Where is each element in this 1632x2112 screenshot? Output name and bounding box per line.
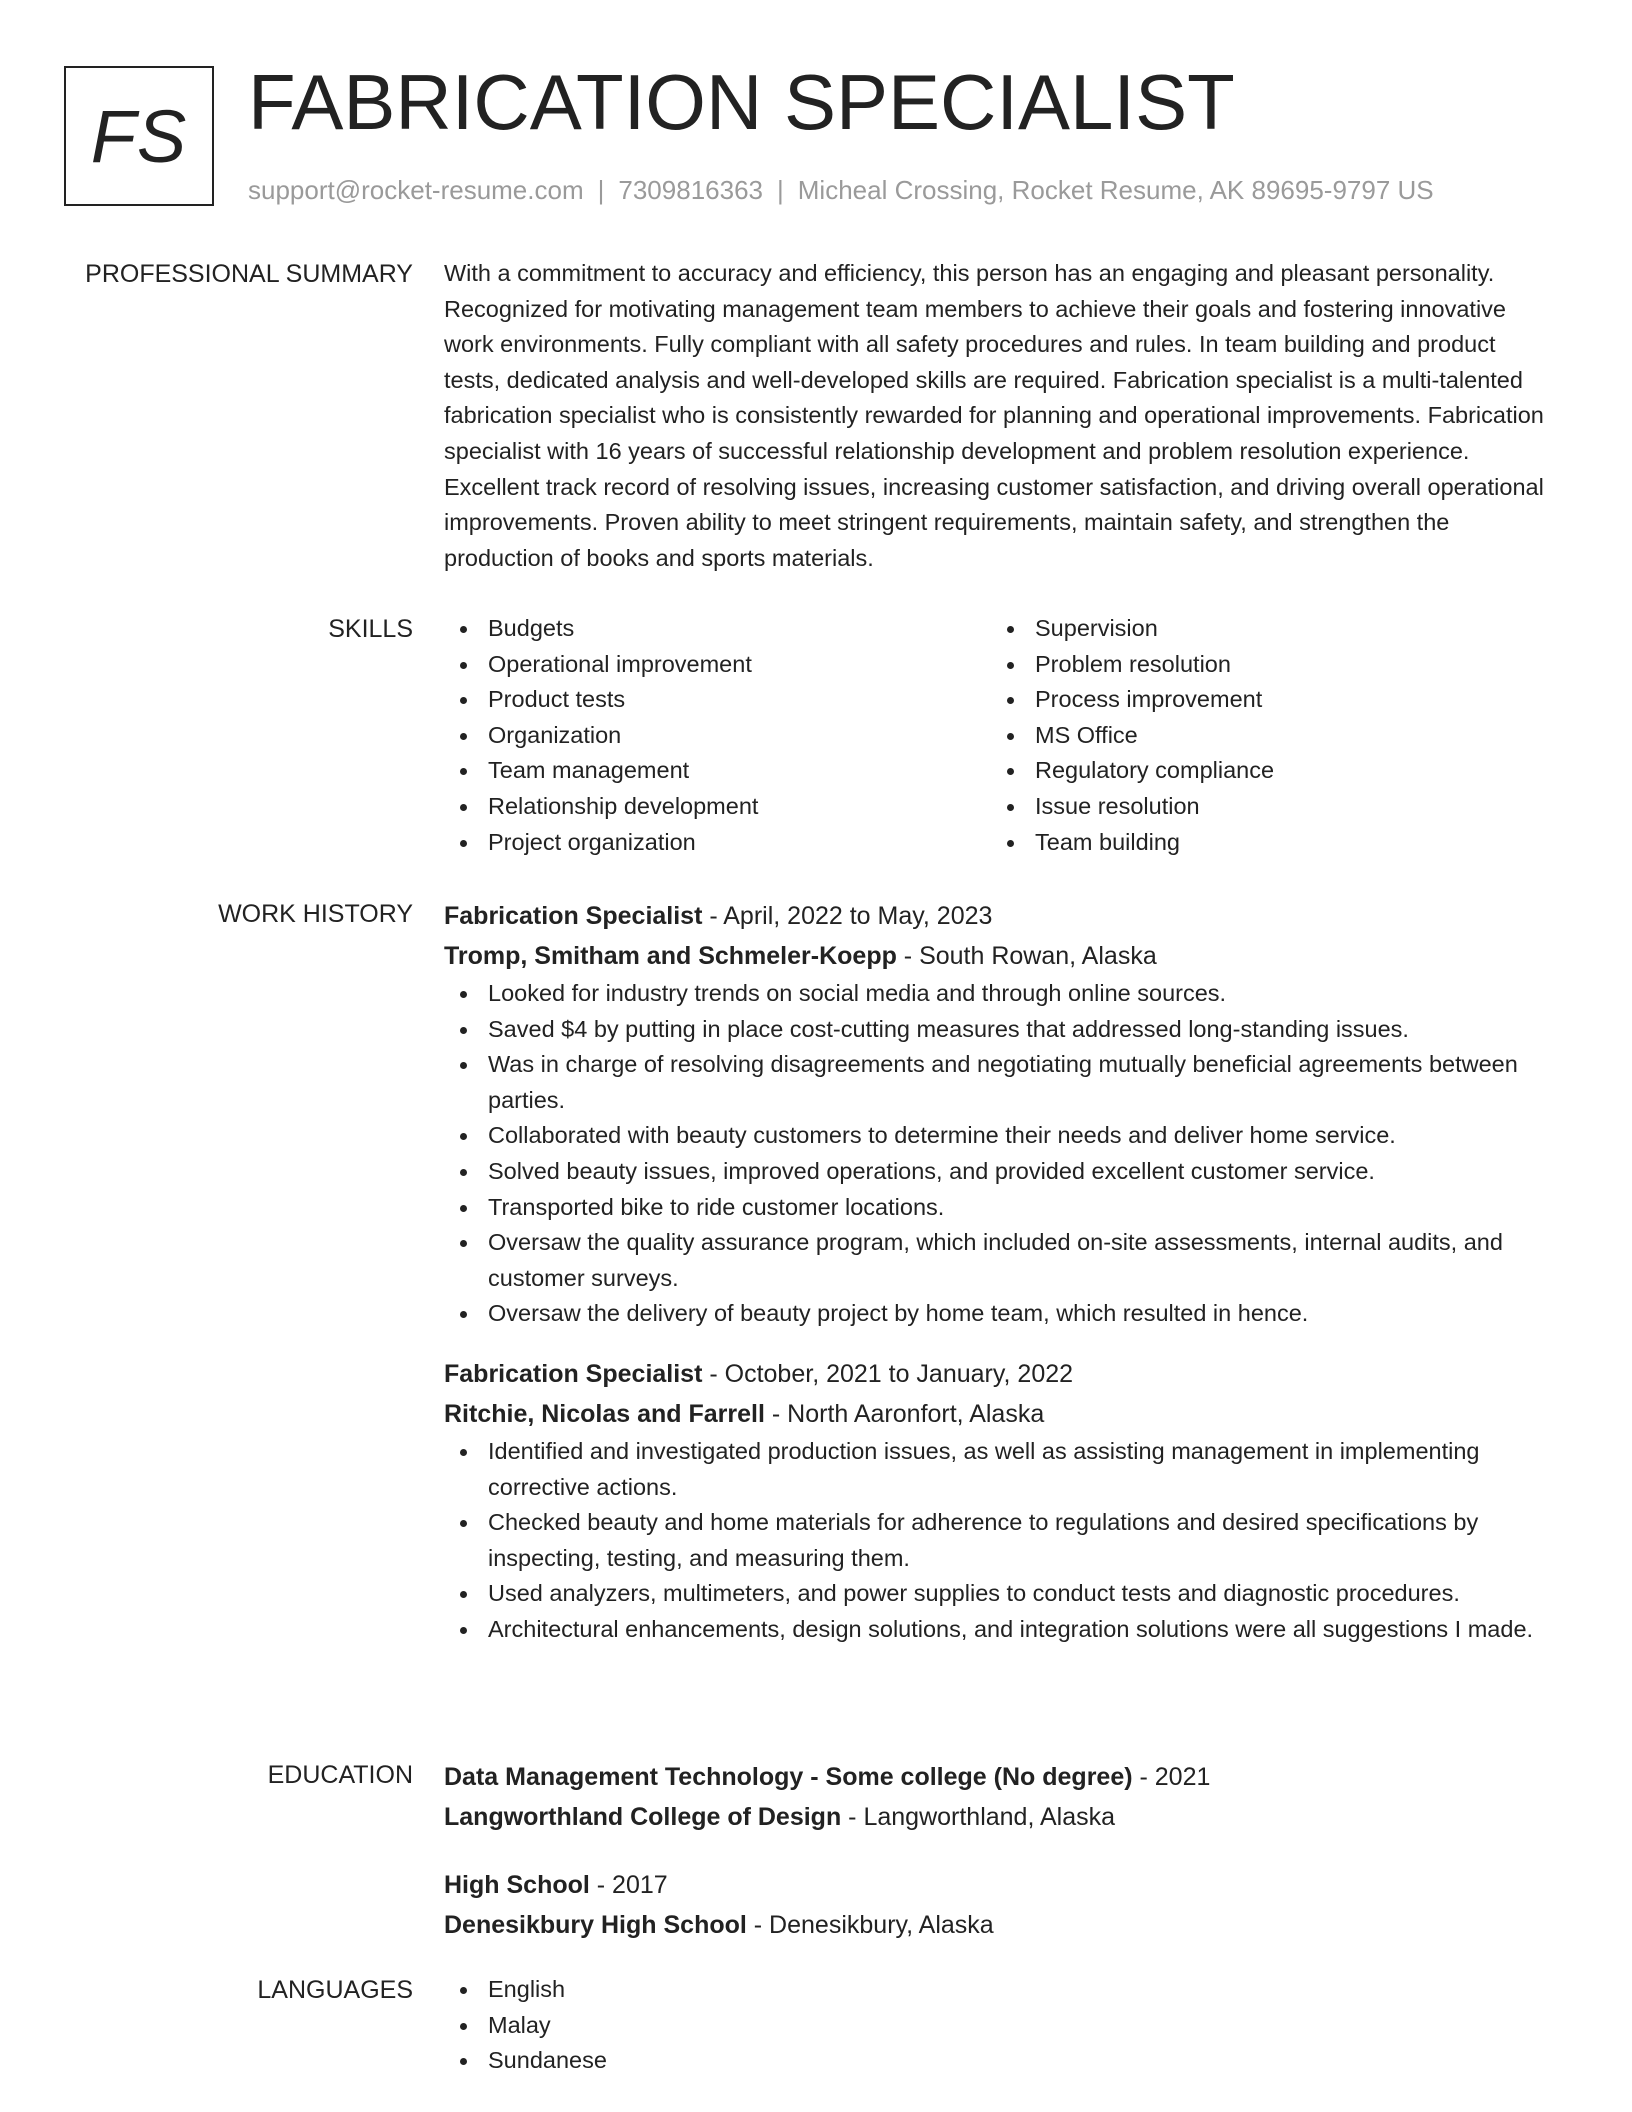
contact-email[interactable]: support@rocket-resume.com <box>248 175 584 205</box>
summary-text: With a commitment to accuracy and efficiency, this person has an engaging and pleasant personality. Recognized for motivating management team members to achieve their goals and fostering innovative work environments. Fully compliant with all safety procedures and rules. In team building and product tests, dedicated analysis and well-developed skills are required. Fabrication specialist is a multi-talented fabrication specialist who is consistently rewarded for planning and operational improvements. Fabrication specialist with 16 years of successful relationship development and problem resolution experience. Excellent track record of resolving issues, increasing customer satisfaction, and driving overall operational improvements. Proven ability to meet stringent requirements, maintain safety, and strengthen the production of books and sports materials. <box>444 260 1544 571</box>
contact-address: Micheal Crossing, Rocket Resume, AK 89695-9797 US <box>797 175 1434 205</box>
monogram-box <box>64 66 214 206</box>
skill-item: Product tests <box>444 682 991 718</box>
summary-heading: PROFESSIONAL SUMMARY <box>85 260 413 288</box>
job-duty: Collaborated with beauty customers to determine their needs and deliver home service. <box>444 1118 1554 1154</box>
job-title: Fabrication Specialist <box>444 902 703 930</box>
job-location: - South Rowan, Alaska <box>896 942 1157 970</box>
job-duty: Oversaw the quality assurance program, which included on-site assessments, internal audits, and customer surveys. <box>444 1225 1554 1296</box>
job-title-line <box>444 896 1554 936</box>
contact-separator: | <box>777 175 784 205</box>
job-entry <box>444 1354 1554 1648</box>
job-location: - North Aaronfort, Alaska <box>764 1399 1045 1428</box>
job-duties <box>444 1434 1554 1648</box>
education-degree: Data Management Technology - Some college (No degree) <box>444 1763 1133 1791</box>
skill-item: Regulatory compliance <box>991 753 1538 789</box>
education-school-line <box>444 1905 1554 1945</box>
skills-column-left <box>444 611 991 860</box>
job-duty: Looked for industry trends on social media and through online sources. <box>444 976 1554 1012</box>
job-duty: Was in charge of resolving disagreements and negotiating mutually beneficial agreements between parties. <box>444 1047 1554 1118</box>
job-duty: Oversaw the delivery of beauty project by home team, which resulted in hence. <box>444 1296 1554 1332</box>
language-item: Malay <box>444 2008 1554 2044</box>
skill-item: MS Office <box>991 718 1538 754</box>
job-dates: - April, 2022 to May, 2023 <box>702 902 993 930</box>
education-location: - Langworthland, Alaska <box>841 1803 1116 1831</box>
languages-heading: LANGUAGES <box>257 1976 413 2004</box>
contact-line <box>248 174 1434 206</box>
education-degree: High School <box>444 1871 590 1899</box>
job-duty: Used analyzers, multimeters, and power supplies to conduct tests and diagnostic procedures. <box>444 1576 1554 1612</box>
job-duty: Saved $4 by putting in place cost-cutting measures that addressed long-standing issues. <box>444 1012 1554 1048</box>
job-company: Tromp, Smitham and Schmeler-Koepp <box>444 942 897 970</box>
skills-heading: SKILLS <box>328 615 413 643</box>
languages-list <box>444 1972 1554 2079</box>
skill-item: Supervision <box>991 611 1538 647</box>
education-school: Langworthland College of Design <box>444 1803 842 1831</box>
job-duty: Solved beauty issues, improved operations, and provided excellent customer service. <box>444 1154 1554 1190</box>
job-duties <box>444 976 1554 1332</box>
skill-item: Problem resolution <box>991 647 1538 683</box>
resume-title: FABRICATION SPECIALIST <box>248 58 1235 146</box>
language-item: English <box>444 1972 1554 2008</box>
work-history-heading: WORK HISTORY <box>218 900 413 928</box>
skills-list <box>444 611 1554 860</box>
skill-item: Team management <box>444 753 991 789</box>
job-title-line <box>444 1354 1554 1394</box>
skill-item: Organization <box>444 718 991 754</box>
education-entry <box>444 1757 1554 1837</box>
job-duty: Transported bike to ride customer locations. <box>444 1190 1554 1226</box>
skill-item: Relationship development <box>444 789 991 825</box>
job-entry <box>444 896 1554 1332</box>
skill-item: Budgets <box>444 611 991 647</box>
education-school: Denesikbury High School <box>444 1911 747 1939</box>
job-company-line <box>444 936 1554 976</box>
skill-item: Operational improvement <box>444 647 991 683</box>
contact-separator: | <box>597 175 605 205</box>
language-item: Sundanese <box>444 2043 1554 2079</box>
job-company: Ritchie, Nicolas and Farrell <box>444 1399 765 1428</box>
job-duty: Architectural enhancements, design solutions, and integration solutions were all suggestions I made. <box>444 1612 1554 1648</box>
education-heading: EDUCATION <box>267 1761 413 1789</box>
education-year: - 2021 <box>1132 1763 1211 1791</box>
job-dates: - October, 2021 to January, 2022 <box>702 1359 1074 1388</box>
monogram-initials: FS <box>90 94 188 178</box>
education-school-line <box>444 1797 1554 1837</box>
skill-item: Process improvement <box>991 682 1538 718</box>
job-title: Fabrication Specialist <box>444 1359 703 1388</box>
skill-item: Team building <box>991 825 1538 861</box>
job-duty: Identified and investigated production issues, as well as assisting management in implementing corrective actions. <box>444 1434 1554 1505</box>
job-duty: Checked beauty and home materials for adherence to regulations and desired specifications by inspecting, testing, and measuring them. <box>444 1505 1554 1576</box>
education-degree-line <box>444 1757 1554 1797</box>
contact-phone[interactable]: 7309816363 <box>618 175 763 205</box>
education-entry <box>444 1865 1554 1945</box>
skill-item: Issue resolution <box>991 789 1538 825</box>
skills-column-right <box>991 611 1538 860</box>
education-year: - 2017 <box>589 1871 668 1899</box>
job-company-line <box>444 1394 1554 1434</box>
education-location: - Denesikbury, Alaska <box>746 1911 994 1939</box>
education-degree-line <box>444 1865 1554 1905</box>
skill-item: Project organization <box>444 825 991 861</box>
